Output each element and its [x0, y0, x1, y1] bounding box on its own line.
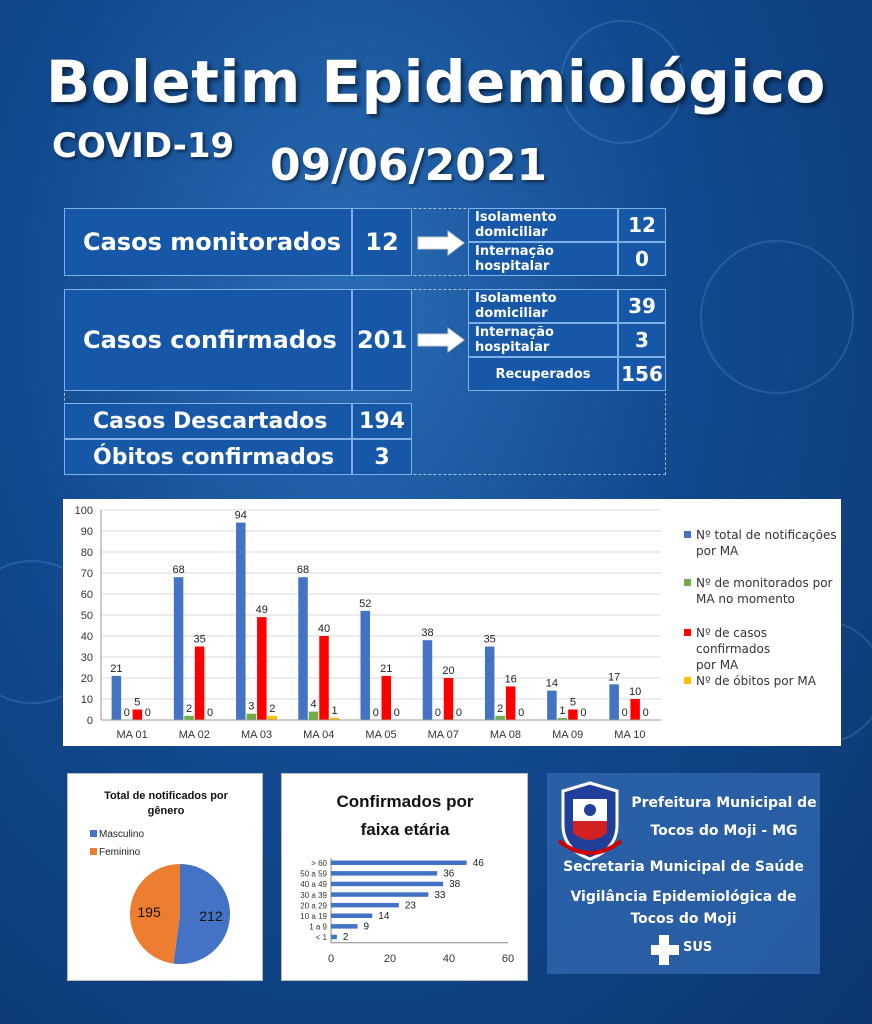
confirmados-value: 201 [352, 289, 412, 391]
legend-entry [696, 673, 816, 689]
x-tick-label: MA 07 [427, 729, 459, 741]
legend-text: Nº de casos confirmados [696, 626, 771, 656]
legend-entry [696, 575, 832, 607]
gender-pie-chart [68, 774, 264, 982]
x-tick-label: MA 05 [365, 729, 397, 741]
legend-text: Nº de óbitos por MA [696, 674, 816, 688]
bar [630, 699, 640, 720]
bar [247, 714, 256, 720]
age-category-label: 20 a 29 [300, 901, 327, 911]
data-label: 0 [642, 707, 649, 719]
obitos-value: 3 [352, 439, 412, 475]
bar [257, 617, 267, 720]
data-label: 2 [269, 702, 276, 715]
confirmados-internacao-label: Internação hospitalar [468, 323, 618, 357]
age-x-tick-label: 0 [327, 952, 335, 965]
confirmados-recuperados-value: 156 [618, 357, 666, 391]
data-label: 17 [608, 671, 621, 684]
x-tick-label: MA 01 [116, 729, 148, 741]
age-x-tick-label: 20 [383, 952, 397, 965]
data-label: 49 [255, 604, 268, 617]
data-label: 5 [134, 696, 141, 709]
page-subtitle: COVID-19 [52, 126, 235, 166]
bar [133, 710, 143, 721]
age-data-label: 38 [449, 879, 461, 891]
age-bar-chart [282, 774, 529, 982]
age-bar [331, 914, 372, 919]
age-category-label: < 1 [315, 933, 327, 943]
pie-legend-label: Feminino [99, 847, 141, 858]
data-label: 1 [331, 704, 338, 717]
secretaria-saude: Secretaria Municipal de Saúde [563, 859, 804, 875]
age-data-label: 9 [363, 921, 370, 933]
age-bar [331, 861, 467, 866]
bar [444, 678, 454, 720]
confirmados-internacao-value: 3 [618, 323, 666, 357]
data-label: 0 [580, 707, 587, 719]
data-label: 0 [123, 707, 130, 719]
data-label: 94 [234, 509, 247, 522]
age-category-label: 1 a 9 [309, 922, 327, 932]
legend-swatch [684, 629, 691, 636]
data-label: 16 [504, 673, 517, 686]
data-label: 0 [455, 707, 463, 719]
descartados-value: 194 [352, 403, 412, 439]
x-tick-label: MA 02 [178, 729, 210, 741]
y-tick-label: 10 [80, 694, 93, 706]
monitorados-isolamento-value: 12 [618, 208, 666, 242]
age-category-label: 50 a 59 [300, 869, 327, 879]
age-data-label: 46 [472, 858, 484, 869]
descartados-label: Casos Descartados [64, 403, 352, 439]
data-label: 4 [310, 698, 317, 711]
data-label: 3 [248, 700, 255, 713]
pie-title: gênero [147, 805, 185, 817]
virus-decoration [700, 240, 854, 394]
arrow-right-icon [416, 230, 466, 256]
x-tick-label: MA 04 [303, 729, 335, 741]
data-label: 68 [296, 564, 310, 577]
bar [298, 577, 308, 720]
prefeitura-line-1: Prefeitura Municipal de [631, 795, 817, 811]
footer-panel [547, 773, 820, 974]
age-data-label: 36 [443, 868, 455, 880]
bar [174, 577, 184, 720]
data-label: 40 [317, 623, 331, 635]
legend-swatch [684, 531, 691, 538]
x-tick-label: MA 03 [240, 729, 273, 741]
data-label: 35 [193, 633, 206, 646]
bar [319, 636, 329, 720]
age-bar [331, 892, 428, 897]
y-tick-label: 30 [80, 652, 93, 664]
vigilancia-line-1: Vigilância Epidemiológica de [570, 889, 797, 905]
pie-data-label: 195 [137, 903, 161, 920]
age-bar [331, 935, 337, 940]
city-coat-of-arms-icon [553, 781, 627, 861]
legend-text: MA no momento [696, 592, 795, 606]
bar [382, 676, 392, 720]
bar [485, 647, 495, 721]
data-label: 20 [442, 665, 455, 677]
age-bar [331, 903, 399, 908]
data-label: 38 [421, 627, 434, 640]
bar [609, 684, 619, 720]
bar [361, 611, 371, 720]
data-label: 0 [518, 707, 525, 719]
pie-legend-swatch [90, 848, 97, 855]
legend-text: por MA [696, 658, 739, 672]
legend-text: por MA [696, 544, 739, 558]
age-bar [331, 924, 358, 929]
age-bar-panel [281, 773, 528, 981]
y-tick-label: 80 [80, 547, 93, 559]
bar [495, 716, 505, 720]
legend-swatch [684, 677, 691, 684]
vigilancia-line-2: Tocos do Moji [630, 911, 737, 927]
data-label: 35 [483, 633, 496, 646]
pie-legend-label: Masculino [99, 829, 145, 840]
confirmados-isolamento-value: 39 [618, 289, 666, 323]
arrow-right-icon [416, 327, 466, 353]
data-label: 0 [144, 707, 151, 719]
age-x-tick-label: 60 [501, 952, 515, 965]
y-tick-label: 90 [80, 526, 93, 538]
monitorados-internacao-label: Internação hospitalar [468, 242, 618, 276]
bar [506, 686, 516, 720]
pie-legend-swatch [90, 830, 97, 837]
monitorados-label: Casos monitorados [64, 208, 352, 276]
data-label: 1 [559, 704, 566, 717]
confirmados-recuperados-label: Recuperados [468, 357, 618, 391]
age-data-label: 14 [378, 911, 390, 922]
legend-text: Nº total de notificações [696, 528, 837, 542]
bar [568, 710, 578, 721]
data-label: 14 [545, 677, 559, 690]
age-bar [331, 871, 437, 876]
pie-data-label: 212 [199, 908, 223, 925]
prefeitura-line-2: Tocos do Moji - MG [650, 823, 798, 839]
bar [184, 716, 194, 720]
age-x-tick-label: 40 [442, 952, 456, 965]
age-category-label: 40 a 49 [300, 880, 327, 890]
data-label: 21 [380, 662, 393, 675]
data-label: 0 [207, 707, 214, 719]
bar [547, 691, 557, 720]
age-chart-title: faixa etária [360, 820, 450, 839]
age-category-label: 10 a 19 [300, 912, 327, 921]
gender-pie-panel [67, 773, 263, 981]
y-tick-label: 60 [80, 589, 93, 601]
age-category-label: > 60 [311, 859, 327, 868]
y-tick-label: 0 [86, 715, 93, 727]
y-tick-label: 50 [80, 610, 93, 622]
x-tick-label: MA 09 [552, 729, 584, 741]
y-tick-label: 100 [74, 505, 93, 517]
bar [423, 640, 433, 720]
age-data-label: 33 [434, 889, 446, 901]
bar [112, 676, 122, 720]
confirmados-label: Casos confirmados [64, 289, 352, 391]
y-tick-label: 20 [80, 673, 93, 685]
age-category-label: 30 a 39 [300, 890, 327, 900]
monitorados-internacao-value: 0 [618, 242, 666, 276]
data-label: 2 [497, 702, 504, 715]
data-label: 5 [569, 696, 576, 709]
confirmados-isolamento-label: Isolamento domiciliar [468, 289, 618, 323]
monitorados-isolamento-label: Isolamento domiciliar [468, 208, 618, 242]
data-label: 0 [621, 707, 628, 719]
data-label: 0 [434, 707, 442, 719]
bar [309, 712, 319, 720]
page-title: Boletim Epidemiológico [46, 48, 826, 116]
data-label: 21 [110, 662, 123, 675]
age-bar [331, 882, 443, 887]
bulletin-date: 09/06/2021 [270, 140, 548, 191]
data-label: 52 [359, 597, 372, 610]
bar [195, 647, 205, 721]
sus-logo-icon [651, 931, 715, 969]
y-tick-label: 40 [80, 631, 93, 643]
age-data-label: 23 [404, 900, 416, 912]
age-chart-title: Confirmados por [336, 792, 474, 811]
bar [236, 523, 246, 720]
sus-text: SUS [683, 940, 713, 955]
legend-text: Nº de monitorados por [696, 576, 833, 590]
data-label: 68 [172, 564, 185, 577]
bar [268, 716, 278, 720]
ma-bar-chart-panel [63, 499, 841, 746]
data-label: 0 [393, 707, 400, 719]
legend-entry [696, 625, 841, 673]
pie-title: Total de notificados por [104, 790, 228, 802]
monitorados-value: 12 [352, 208, 412, 276]
x-tick-label: MA 10 [614, 729, 646, 741]
data-label: 2 [186, 702, 193, 715]
y-tick-label: 70 [80, 568, 93, 580]
legend-entry [696, 527, 837, 559]
legend-swatch [684, 579, 691, 586]
data-label: 0 [372, 707, 379, 719]
data-label: 10 [629, 686, 642, 698]
obitos-label: Óbitos confirmados [64, 439, 352, 475]
x-tick-label: MA 08 [489, 729, 522, 741]
age-data-label: 2 [342, 932, 349, 944]
